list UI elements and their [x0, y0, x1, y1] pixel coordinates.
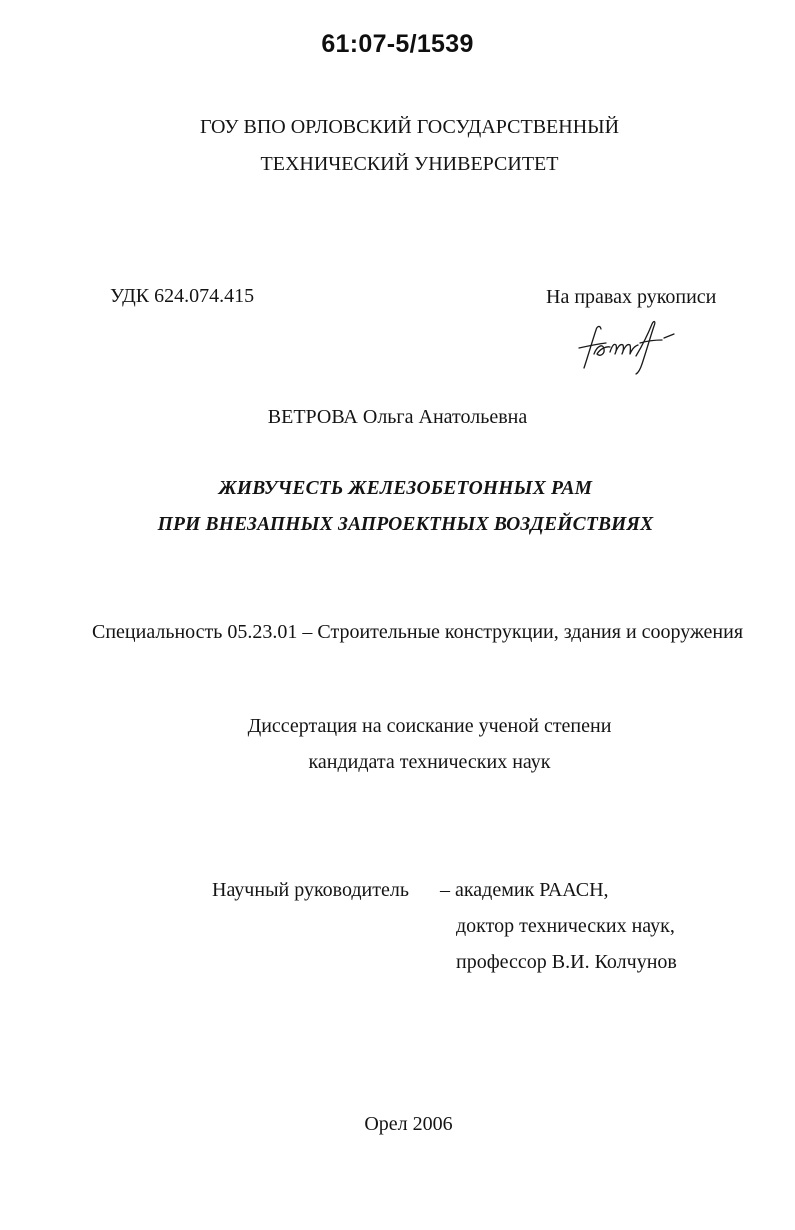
city-year: Орел 2006: [364, 1113, 453, 1135]
author-name: ВЕТРОВА Ольга Анатольевна: [267, 406, 528, 428]
dissertation-title-line-1: ЖИВУЧЕСТЬ ЖЕЛЕЗОБЕТОННЫХ РАМ: [218, 478, 593, 499]
manuscript-rights-note: На правах рукописи: [546, 286, 717, 308]
degree-line-2: кандидата технических наук: [308, 751, 551, 773]
supervisor-line-2: доктор технических наук,: [456, 915, 675, 937]
supervisor-label: Научный руководитель: [212, 879, 409, 901]
archive-code: 61:07-5/1539: [321, 30, 474, 58]
udk-code: УДК 624.074.415: [110, 285, 255, 307]
organization-line-1: ГОУ ВПО ОРЛОВСКИЙ ГОСУДАРСТВЕННЫЙ: [199, 116, 620, 138]
supervisor-line-1: – академик РААСН,: [440, 879, 609, 901]
dissertation-title-line-2: ПРИ ВНЕЗАПНЫХ ЗАПРОЕКТНЫХ ВОЗДЕЙСТВИЯХ: [157, 514, 654, 535]
degree-line-1: Диссертация на соискание ученой степени: [247, 715, 612, 737]
organization-line-2: ТЕХНИЧЕСКИЙ УНИВЕРСИТЕТ: [260, 153, 559, 175]
specialty: Специальность 05.23.01 – Строительные конструкции, здания и сооружения: [92, 621, 744, 643]
handwritten-signature: [570, 316, 682, 376]
supervisor-line-3: профессор В.И. Колчунов: [456, 951, 677, 973]
